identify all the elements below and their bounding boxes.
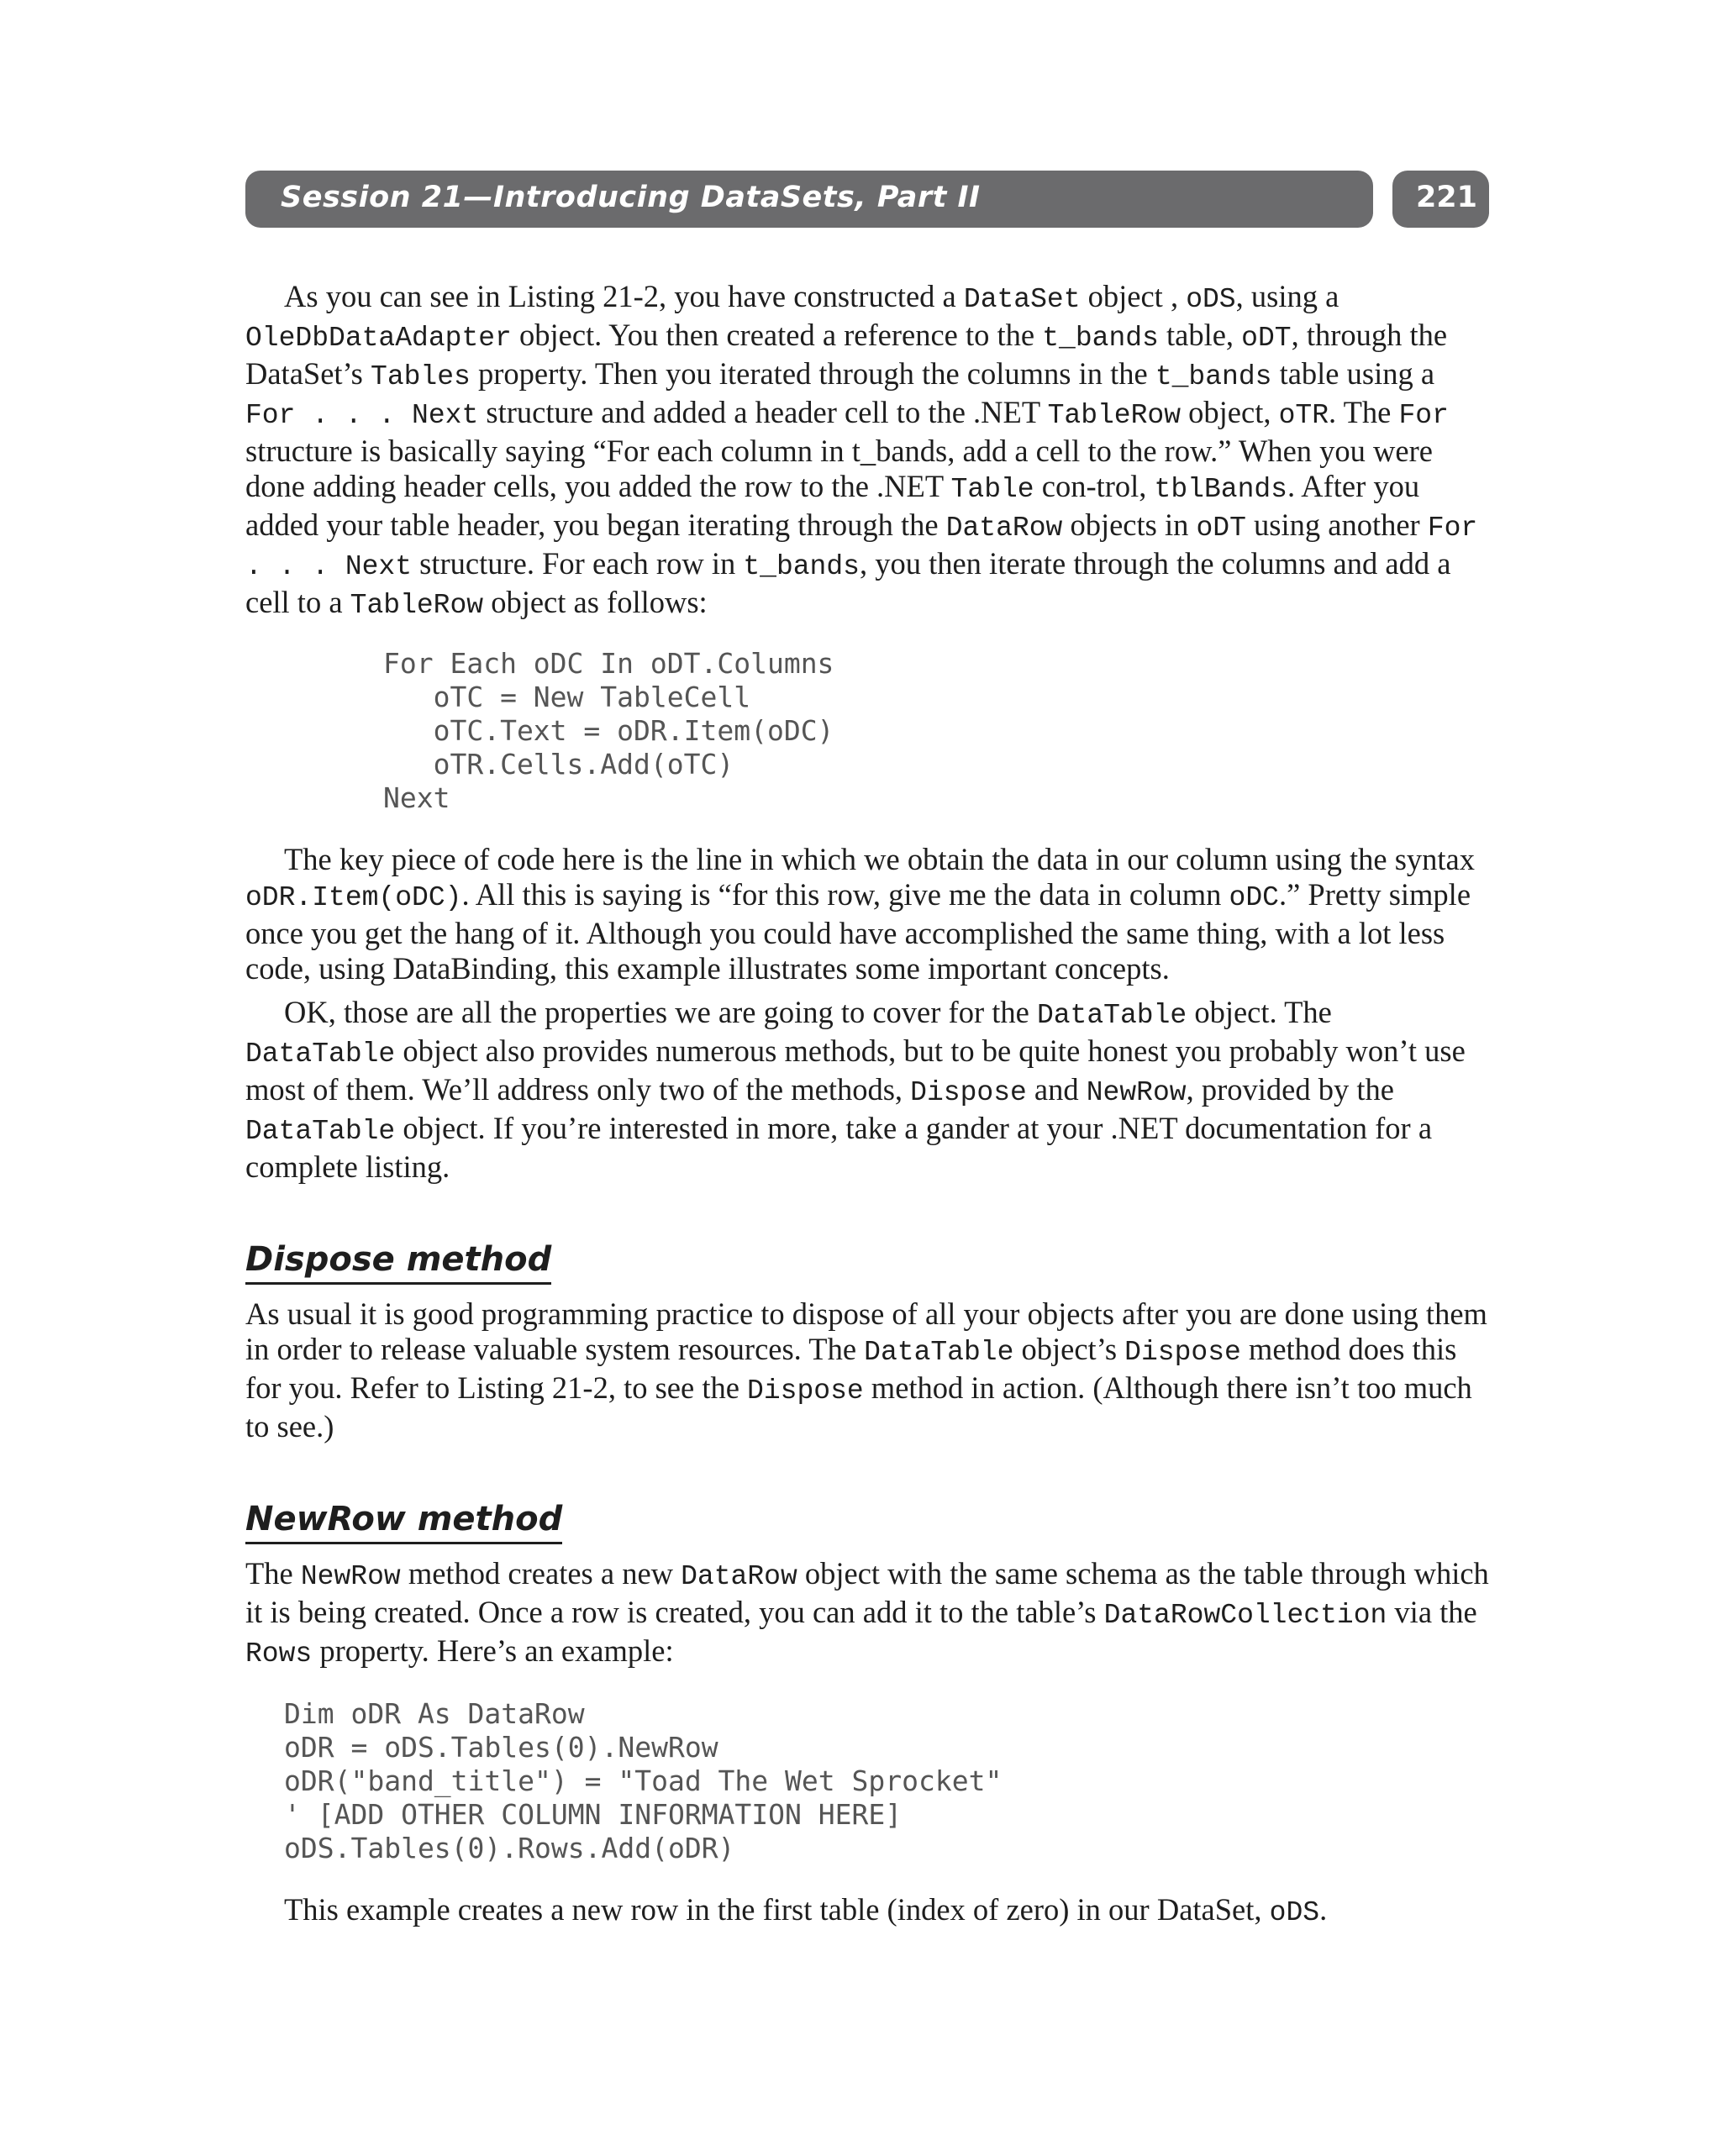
running-header-title: Session 21—Introducing DataSets, Part II (281, 181, 981, 214)
code-block-newrow-example: Dim oDR As DataRow oDR = oDS.Tables(0).NewRow oDR("band_title") = "Toad The Wet Sprocket" ' [ADD OTHER COLUMN INFORMATION HERE] oDS.Tables(0).Rows.Add(oDR) (284, 1697, 1003, 1864)
page-number: 221 (1415, 181, 1477, 214)
paragraph-listing-explanation: As you can see in Listing 21-2, you have constructed a DataSet object , oDS, using a OleDbDataAdapter object. You then created a reference to the t_bands table, oDT, through the DataSet’s Tables property. Then you iterated through the columns in the t_bands table using a For . . . Next structure and added a header cell to the .NET TableRow object, oTR. The For structure is basically saying “For each column in t_bands, add a cell to the row.” When you were done adding header cells, you added the row to the .NET Table con-trol, tblBands. After you added your table header, you began iterating through the DataRow objects in oDT using another For . . . Next structure. For each row in t_bands, you then iterate through the columns and add a cell to a TableRow object as follows: (245, 279, 1478, 621)
section-heading-dispose: Dispose method (245, 1240, 551, 1285)
paragraph-dispose: As usual it is good programming practice to dispose of all your objects after you are done using them in order to release valuable system resources. The DataTable object’s Dispose method does this for you. Refer to Listing 21-2, to see the Dispose method in action. (Although there isn’t too much to see.) (245, 1296, 1487, 1443)
paragraph-example-summary: This example creates a new row in the first table (index of zero) in our DataSet, oDS. (284, 1892, 1328, 1928)
paragraph-newrow: The NewRow method creates a new DataRow object with the same schema as the table through which it is being created. Once a row is created, you can add it to the table’s DataRowCollection via the Rows property. Here’s an example: (245, 1556, 1489, 1670)
section-heading-newrow: NewRow method (245, 1500, 562, 1544)
code-block-columns-loop: For Each oDC In oDT.Columns oTC = New TableCell oTC.Text = oDR.Item(oDC) oTR.Cells.Add(oTC) Next (383, 647, 834, 814)
page-number-box (1392, 171, 1489, 228)
paragraph-datatable-methods: OK, those are all the properties we are going to cover for the DataTable object. The DataTable object also provides numerous methods, but to be quite honest you probably won’t use most of them. We’ll address only two of the methods, Dispose and NewRow, provided by the DataTable object. If you’re interested in more, take a gander at your .NET documentation for a complete listing. (245, 995, 1466, 1184)
page-body (245, 279, 1489, 1931)
running-header (245, 171, 1373, 228)
paragraph-key-code: The key piece of code here is the line in which we obtain the data in our column using the syntax oDR.Item(oDC). All this is saying is “for this row, give me the data in column oDC.” Pretty simple once you get the hang of it. Although you could have accomplished the same thing, with a lot less code, using DataBinding, this example illustrates some important concepts. (245, 842, 1475, 986)
